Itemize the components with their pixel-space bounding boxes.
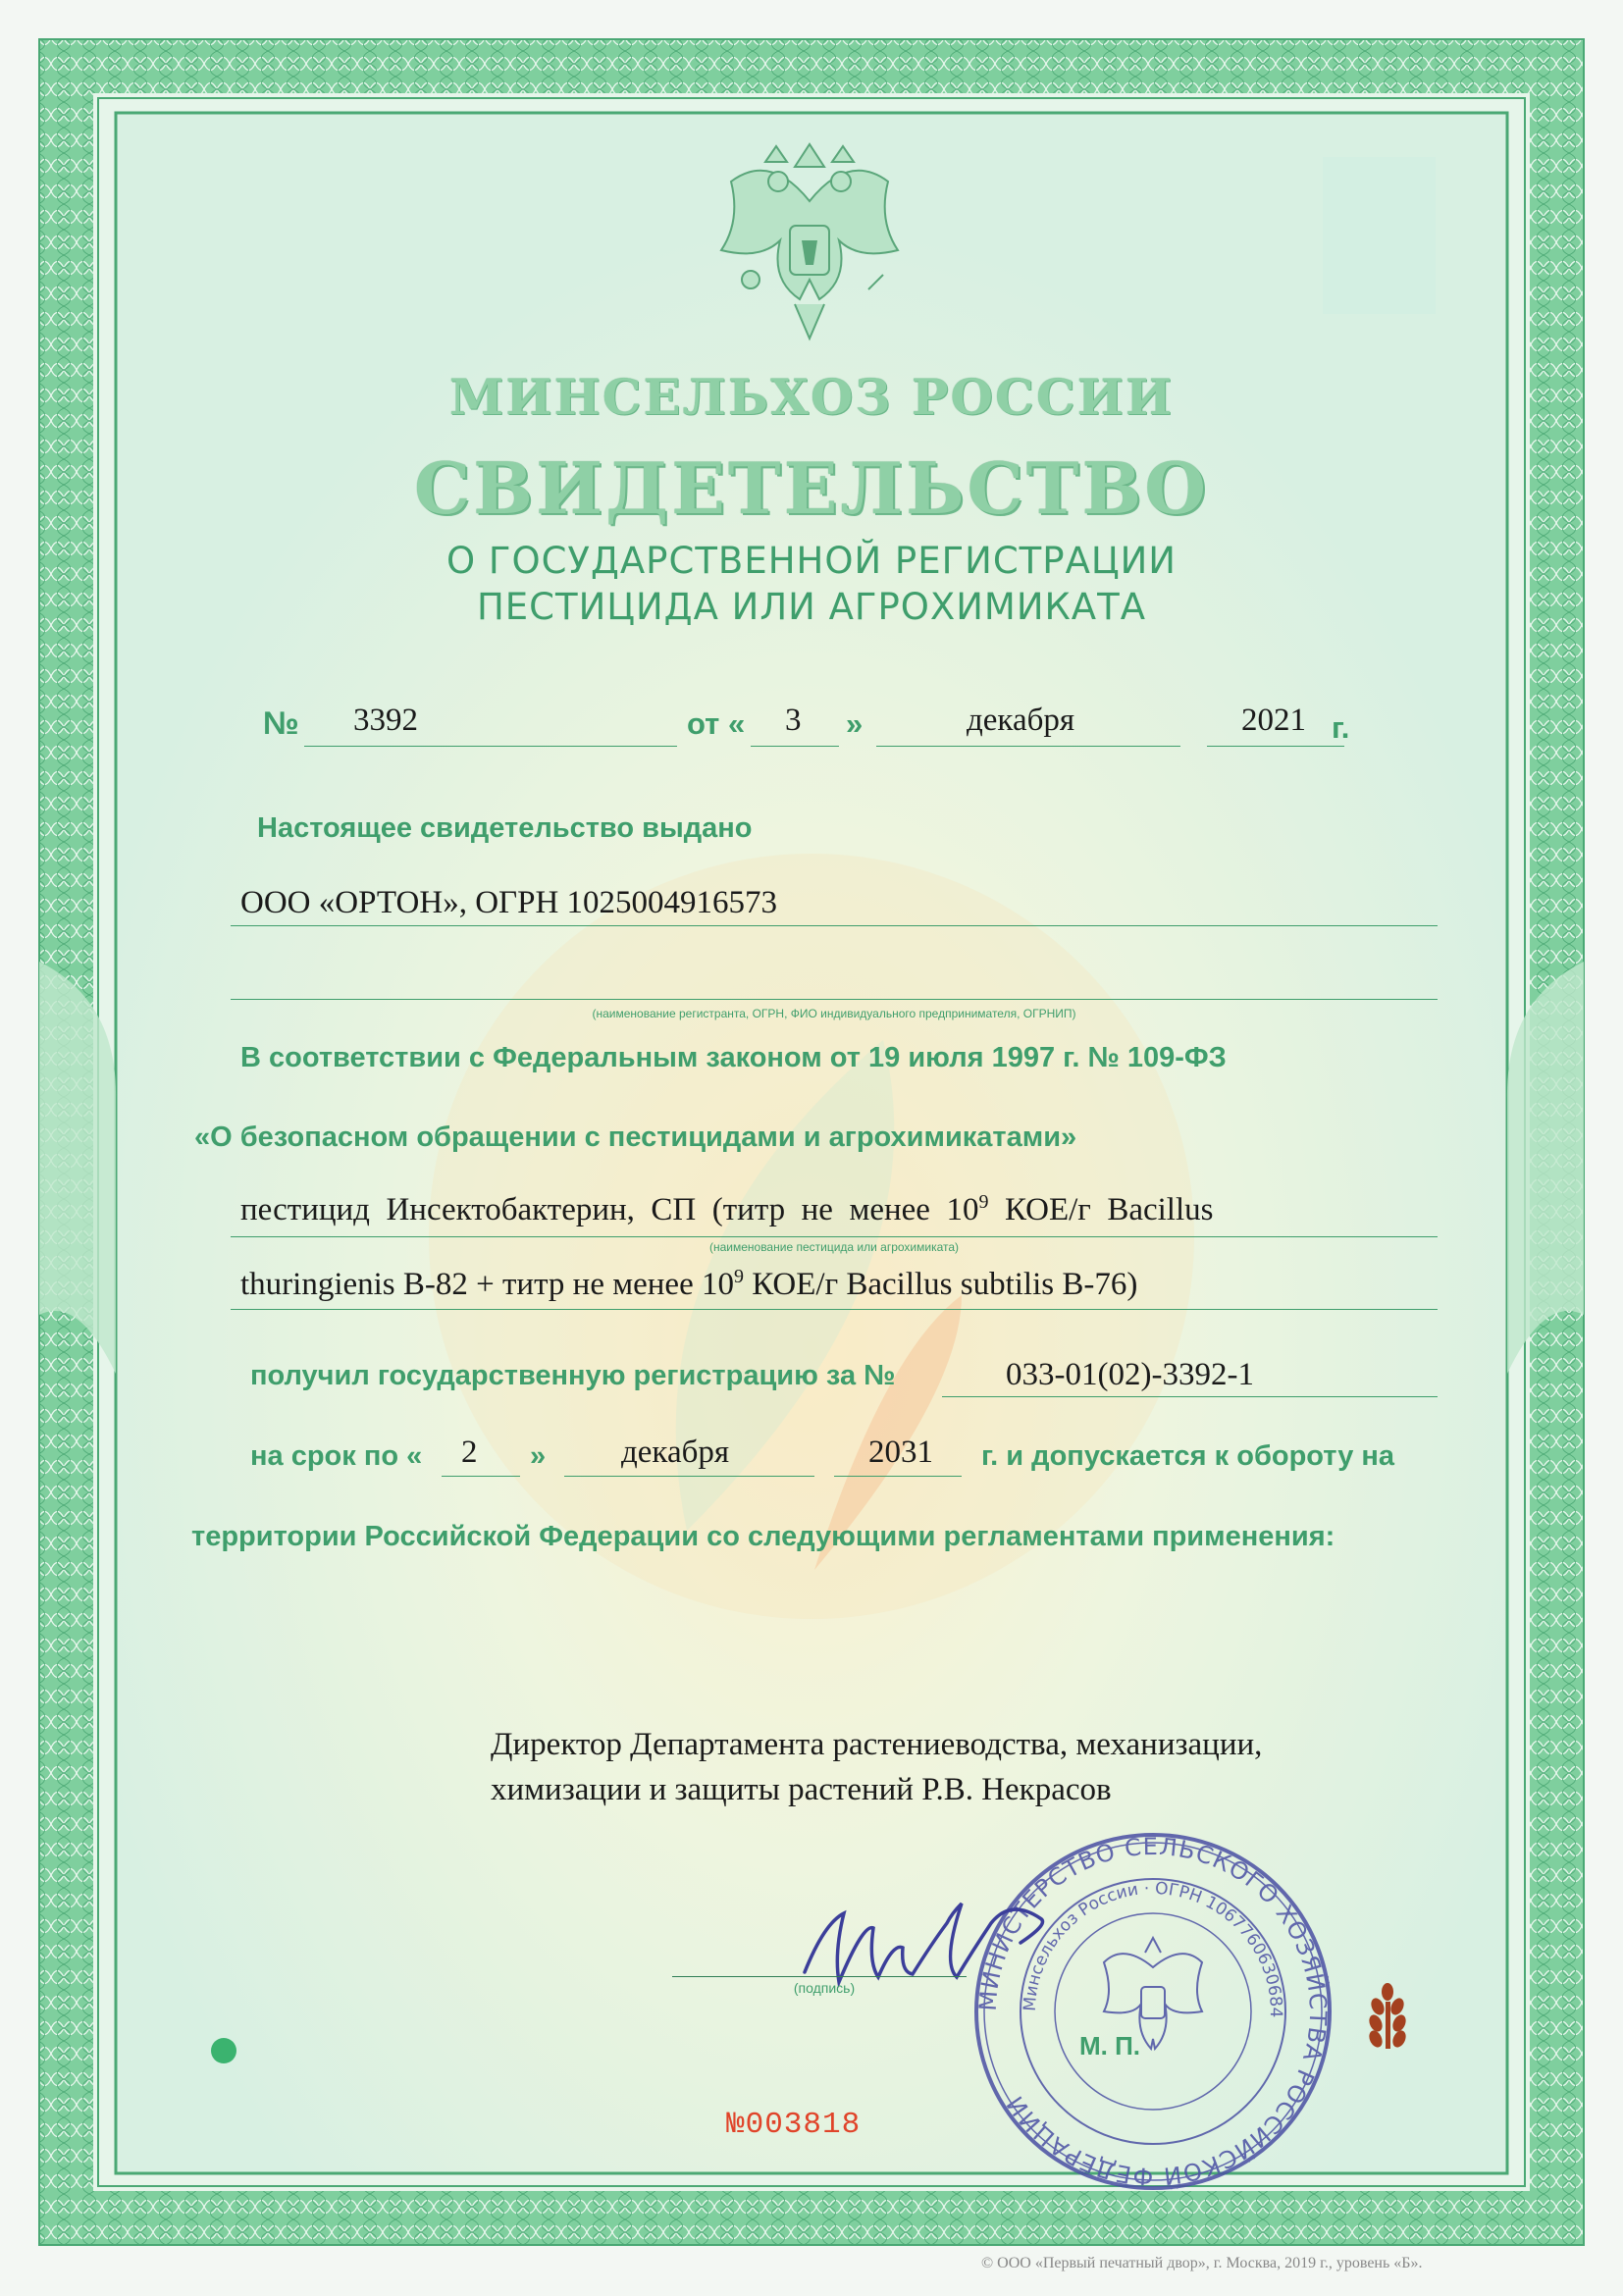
- signatory-line1: Директор Департамента растениеводства, механизации,: [491, 1727, 1263, 1762]
- year-suffix: г.: [1332, 710, 1350, 745]
- official-stamp: [967, 1825, 1339, 2198]
- product-line2: thuringienis В-82 + титр не менее $10^9$ КОЕ/г Bacillus subtilis В-76): [240, 1266, 1138, 1302]
- from-label: от «: [687, 706, 746, 741]
- term-line2: территории Российской Федерации со следующими регламентами применения:: [191, 1521, 1335, 1552]
- signature-caption: (подпись): [793, 1980, 856, 1996]
- registration-year: 2021: [1241, 703, 1306, 738]
- term-suffix: г. и допускается к обороту на: [981, 1440, 1395, 1472]
- term-day: 2: [461, 1435, 478, 1470]
- term-year: 2031: [868, 1435, 933, 1470]
- product-line1: пестицид Инсектобактерин, СП (титр не менее $10^9$ КОЕ/г Bacillus: [240, 1191, 1214, 1227]
- term-month: декабря: [621, 1435, 730, 1470]
- subtitle-line2: ПЕСТИЦИДА ИЛИ АГРОХИМИКАТА: [476, 586, 1147, 628]
- product-caption: (наименование пестицида или агрохимиката): [708, 1240, 960, 1254]
- registrant-name: ООО «ОРТОН», ОГРН 1025004916573: [240, 885, 778, 920]
- signatory-line2: химизации и защиты растений Р.В. Некрасов: [491, 1772, 1112, 1807]
- serial-number: №003818: [726, 2108, 862, 2142]
- law-line1: В соответствии с Федеральным законом от 19 июля 1997 г. № 109-ФЗ: [240, 1042, 1227, 1073]
- copyright-line: © ООО «Первый печатный двор», г. Москва, 2019 г., уровень «Б».: [981, 2255, 1423, 2271]
- term-close-quote: »: [530, 1440, 547, 1472]
- state-reg-number: 033-01(02)-3392-1: [1006, 1357, 1254, 1392]
- ministry-title: МИНСЕЛЬХОЗ РОССИИ: [448, 368, 1175, 426]
- term-label: на срок по «: [250, 1440, 423, 1472]
- law-line2: «О безопасном обращении с пестицидами и агрохимикатами»: [194, 1122, 1077, 1153]
- close-quote: »: [846, 706, 864, 741]
- issued-label: Настоящее свидетельство выдано: [257, 812, 753, 844]
- state-reg-label: получил государственную регистрацию за №: [250, 1360, 896, 1391]
- number-label: №: [263, 704, 299, 741]
- registration-day: 3: [785, 703, 802, 738]
- coat-of-arms-icon: [711, 132, 908, 358]
- registration-month: декабря: [967, 703, 1075, 738]
- certificate-title: СВИДЕТЕЛЬСТВО: [413, 446, 1210, 530]
- stamp-outer-text: МИНИСТЕРСТВО СЕЛЬСКОГО ХОЗЯЙСТВА РОССИЙСКОЙ ФЕДЕРАЦИИ: [973, 1832, 1333, 2191]
- subtitle-line1: О ГОСУДАРСТВЕННОЙ РЕГИСТРАЦИИ: [446, 540, 1177, 582]
- registrant-caption: (наименование регистранта, ОГРН, ФИО индивидуального предпринимателя, ОГРНИП): [592, 1007, 1076, 1020]
- registration-number: 3392: [353, 703, 418, 738]
- stamp-inner-text: Минсельхоз России · ОГРН 1067760630684: [1020, 1878, 1286, 2018]
- stamp-label: М. П.: [1079, 2031, 1141, 2061]
